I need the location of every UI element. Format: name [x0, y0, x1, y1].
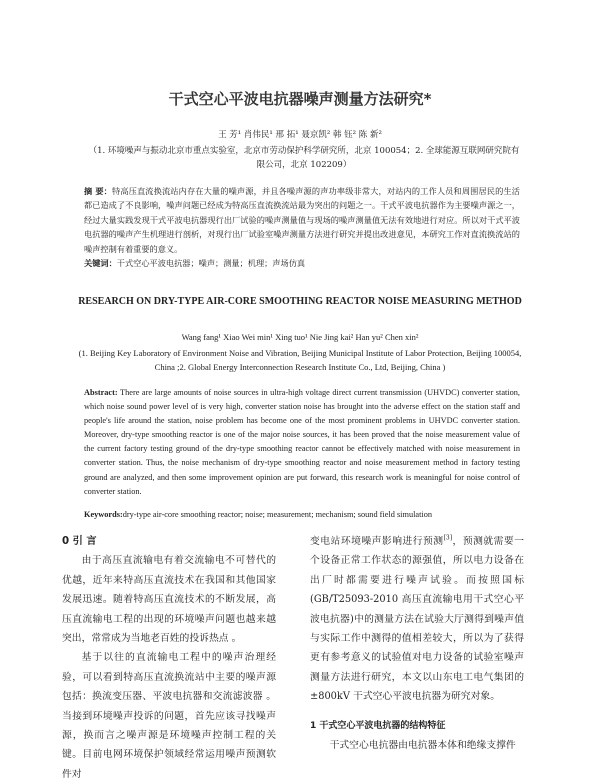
keywords-cn-label: 关键词： [84, 258, 117, 268]
abstract-en-label: Abstract: [84, 388, 118, 397]
abstract-en [84, 386, 520, 499]
section-1-paragraph: 干式空心电抗器由电抗器本体和绝缘支撑件 [329, 740, 516, 752]
affiliation-en: (1. Beijing Key Laboratory of Environment Noise and Vibration, Beijing Municipal Institute of Labor Protection, Beijing 100054, China ;2. Global Energy Interconnection Research Institute Co., Ltd, Beijing, China ) [78, 348, 522, 372]
section-0-heading: 0 引 言 [62, 536, 97, 547]
keywords-en [84, 510, 520, 519]
abstract-cn-text: 特高压直流换流站内存在大量的噪声源，并且各噪声源的声功率级非常大，对站内的工作人员和周围居民的生活都已造成了不良影响，噪声问题已经成为特高压直流换流站最为突出的问题之一。干式平波电抗器作为主要噪声源之一，经过大量实践发现干式平波电抗器现行出厂试验的噪声测量值与现场的噪声测量值无法有效地进行对应。所以对干式平波电抗器的噪声产生机理进行剖析，对现行出厂试验室噪声测量方法进行研究并提出改进意见，本研究工作对直流换流站的噪声控制有着重要的意义。 [84, 186, 520, 254]
body-column-right [310, 532, 524, 755]
section-1-heading: 1 干式空心平波电抗器的结构特征 [310, 720, 446, 731]
abstract-en-text: There are large amounts of noise sources in ultra-high voltage direct current transmission (UHVDC) converter station, which noise sound power level of is very high, converter station noise has brought into the adverse effect on the station staff and people's life around the station, noise problem has become one of the most prominent problems in UHVDC converter station. Moreover, dry-type smoothing reactor is one of the major noise sources, it has been proved that the noise measurement value of the current factory testing ground of the dry-type smoothing reactor cannot be effectively matched with noise measurement in converter station. Thus, the noise mechanism of dry-type smoothing reactor and noise measurement method in factory testing ground are analyzed, and then some improvement opinion are put forward, this research work is meaningful for noise control of converter station. [84, 388, 520, 496]
keywords-cn [84, 258, 520, 269]
abstract-cn [84, 184, 520, 256]
affiliation-cn: （1. 环境噪声与振动北京市重点实验室，北京市劳动保护科学研究所，北京 100054；2. 全球能源互联网研究院有限公司，北京 102209） [88, 146, 520, 170]
paragraph-rest: ，预测就需要一个设备正常工作状态的源强值，所以电力设备在出厂时都需要进行噪声试验。而按照国标(GB/T25093-2010 高压直流输电用干式空心平波电抗器)中的测量方法在试验大厅测得到噪声值与实际工作中测得的值相差较大，所以为了获得更有参考意义的试验值对电力设备的试验室噪声测量方法进行研究，本文以山东电工电气集团的±800kV 干式空心平波电抗器为研究对象。 [310, 536, 525, 703]
right-column-paragraph [310, 532, 524, 707]
abstract-cn-label: 摘 要： [84, 186, 112, 196]
paragraph-start: 变电站环境噪声影响进行预测 [310, 536, 444, 547]
section-0-paragraph-2: 基于以往的直流输电工程中的噪声治理经验，可以看到特高压直流换流站中主要的噪声源包括：换流变压器、平波电抗器和交流滤波器 。当接到环境噪声投诉的问题，首先应该寻找噪声源，换而言之噪声源是环境噪声控制工程的关键。目前电网环境保护领域经常运用噪声预测软件对 [62, 652, 276, 780]
keywords-en-label: Keywords: [84, 510, 123, 519]
keywords-en-text: dry-type air-core smoothing reactor; noise; measurement; mechanism; sound field simulation [122, 510, 432, 519]
keywords-cn-text: 干式空心平波电抗器；噪声；测量；机理；声场仿真 [116, 258, 306, 268]
authors-cn: 王 芳¹ 肖伟民¹ 邢 拓¹ 聂京凯² 韩 钰² 陈 新² [218, 130, 382, 140]
section-0-paragraph-1: 由于高压直流输电有着交流输电不可替代的优越，近年来特高压直流技术在我国和其他国家发展迅速。随着特高压直流技术的不断发展，高压直流输电工程的出现的环境噪声问题也越来越突出，常常成为当地老百姓的投诉热点 。 [62, 555, 276, 645]
paper-title-cn: 干式空心平波电抗器噪声测量方法研究* [168, 90, 432, 108]
paper-title-en: RESEARCH ON DRY-TYPE AIR-CORE SMOOTHING REACTOR NOISE MEASURING METHOD [78, 296, 522, 307]
body-column-left [62, 532, 276, 784]
authors-en: Wang fang¹ Xiao Wei min¹ Xing tuo¹ Nie Jing kai² Han yu² Chen xin² [181, 332, 419, 342]
citation-ref: [3] [443, 534, 453, 542]
